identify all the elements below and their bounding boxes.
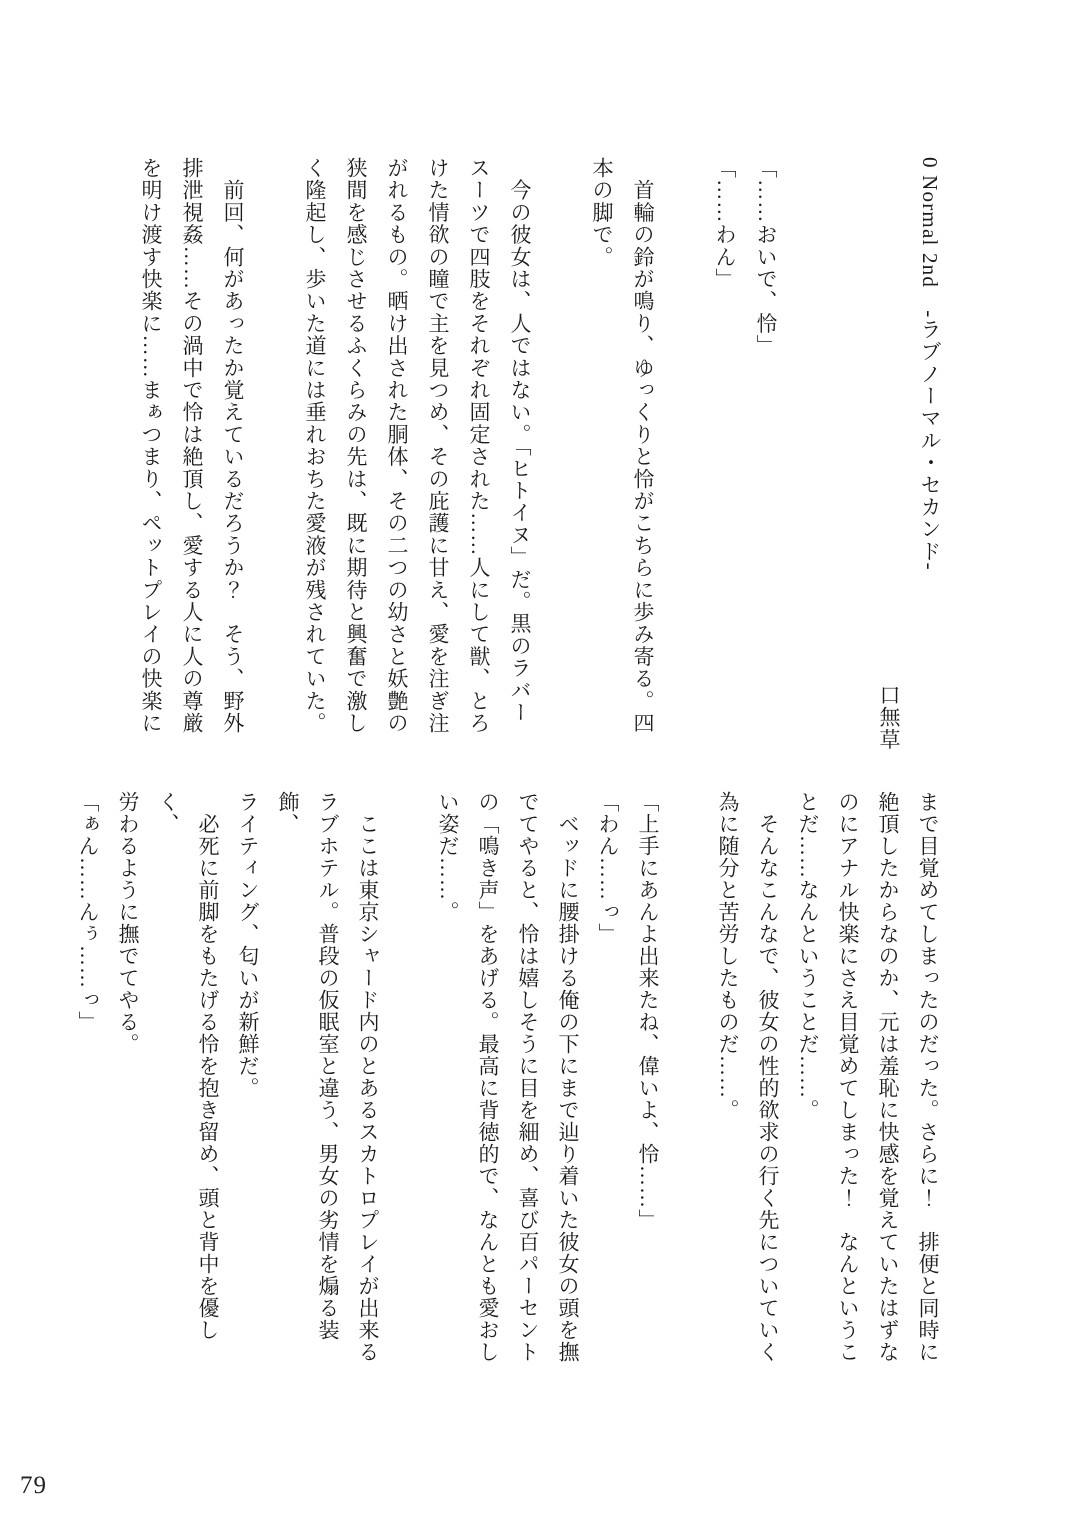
blank-column <box>827 157 868 751</box>
text-column: 絶頂したからなのか、元は羞恥に快感を覚えていたはずな <box>876 791 900 1363</box>
text-column: まで目覚めてしまったのだった。さらに！ 排便と同時に <box>916 791 940 1363</box>
text-column: 為に随分と苦労したものだ……。 <box>716 791 740 1121</box>
blank-column <box>668 791 708 1381</box>
text-column: を明け渡す快楽に……まぁつまり、ペットプレイの快楽に <box>139 157 163 735</box>
text-column: く隆起し、歩いた道には垂れおちた愛液が残されていた。 <box>303 157 327 735</box>
text-column: の「鳴き声」をあげる。最高に背徳的で、なんとも愛おし <box>476 791 500 1363</box>
text-column: 「ぁん……んぅ……っ」 <box>76 791 100 1033</box>
text-column: 今の彼女は、人ではない。「ヒトイヌ」だ。黒のラバー <box>508 157 532 724</box>
blank-column <box>786 157 827 751</box>
bottom-text-band <box>76 791 948 1381</box>
text-column: 「わん……っ」 <box>596 791 620 945</box>
text-column: でてやると、怜は嬉しそうに目を細め、喜び百パーセント <box>516 791 540 1363</box>
blank-column <box>388 791 428 1381</box>
author-column: 口無草 <box>877 684 901 751</box>
blank-column <box>253 157 294 751</box>
text-column: 労わるように撫でてやる。 <box>116 791 140 1055</box>
blank-column <box>540 157 581 751</box>
text-column: 必死に前脚をもたげる怜を抱き留め、頭と背中を優しく、 <box>156 791 220 1341</box>
blank-column <box>663 157 704 751</box>
text-column: 狭間を感じさせるふくらみの先は、既に期待と興奮で激し <box>344 157 368 735</box>
text-column: スーツで四肢をそれぞれ固定された……人にして獣、とろ <box>467 157 491 735</box>
text-column: とだ……なんということだ……。 <box>796 791 820 1121</box>
text-column: ラブホテル。普段の仮眠室と違う、男女の劣情を煽る装飾、 <box>276 791 340 1341</box>
text-column: そんなこんなで、彼女の性的欲求の行く先についていく <box>756 791 780 1363</box>
text-column: がれるもの。晒け出された胴体、その二つの幼さと妖艶の <box>385 157 409 735</box>
text-column: 「……わん」 <box>713 157 737 291</box>
text-column: い姿だ……。 <box>436 791 460 923</box>
text-column: けた情欲の瞳で主を見つめ、その庇護に甘え、愛を注ぎ注 <box>426 157 450 735</box>
text-column: ベッドに腰掛ける俺の下にまで辿り着いた彼女の頭を撫 <box>556 791 580 1363</box>
text-column: 「上手にあんよ出来たね、偉いよ、怜……」 <box>636 791 660 1231</box>
text-column: 排泄視姦……その渦中で怜は絶頂し、愛する人に人の尊厳 <box>180 157 204 735</box>
text-column: 「……おいで、怜」 <box>754 157 778 357</box>
text-column: 首輪の鈴が鳴り、ゆっくりと怜がこちらに歩み寄る。四 <box>631 157 655 735</box>
text-column: 前回、何があったか覚えているだろうか？ そう、野外 <box>221 157 245 735</box>
title-column: 0 Normal 2nd -ラブノーマル・セカンド- <box>918 157 942 571</box>
text-column: 本の脚で。 <box>590 157 614 268</box>
text-column: ライティング、匂いが新鮮だ。 <box>236 791 260 1099</box>
text-column: のにアナル快楽にさえ目覚めてしまった！ なんというこ <box>836 791 860 1363</box>
page-number: 79 <box>20 1472 47 1499</box>
text-column: ここは東京シャード内のとあるスカトロプレイが出来る <box>356 791 380 1363</box>
top-text-band <box>128 157 950 751</box>
